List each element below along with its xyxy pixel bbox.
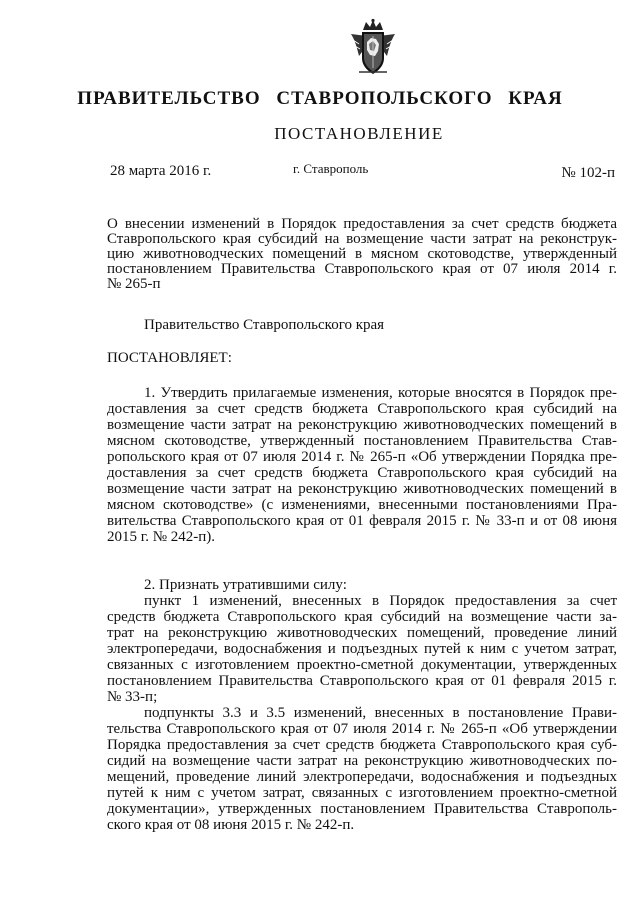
paragraph-line: электропередачи, водоснабжения и подъездных путей к ним с учетом затрат, <box>107 641 617 657</box>
document-date: 28 марта 2016 г. <box>110 163 212 179</box>
document-number: № 102-п <box>561 165 615 181</box>
preamble: Правительство Ставропольского края <box>144 317 385 333</box>
paragraph-line: сидий на возмещение части затрат на реконструкцию животноводческих по- <box>107 753 617 769</box>
paragraph-line: мясном скотоводстве» (с изменениями, внесенными постановлениями Пра- <box>107 497 617 513</box>
subject-line: постановлением Правительства Ставропольского края от 07 июля 2014 г. <box>107 261 617 277</box>
paragraph-line: возмещение части затрат на реконструкцию животноводческих помещений в <box>107 481 617 497</box>
subject-line: № 265-п <box>107 276 161 292</box>
subject-line: цию животноводческих помещений в мясном скотоводстве, утвержденный <box>107 246 617 262</box>
paragraph-line: доставления за счет средств бюджета Ставропольского края субсидий на <box>107 401 617 417</box>
subject-line: Ставропольского края субсидий на возмещение части затрат на реконструк- <box>107 231 617 247</box>
paragraph-line: трат на реконструкцию животноводческих помещений, проведение линий <box>107 625 617 641</box>
paragraph-line: 2. Признать утратившими силу: <box>144 577 347 593</box>
paragraph-1 <box>107 385 617 545</box>
paragraph-line: связанных с изготовлением проектно-сметной документации, утвержденных <box>107 657 617 673</box>
document-type: ПОСТАНОВЛЕНИЕ <box>274 124 444 143</box>
subject-line: О внесении изменений в Порядок предоставления за счет средств бюджета <box>107 216 617 232</box>
paragraph-line: средств бюджета Ставропольского края субсидий на возмещение части за- <box>107 609 617 625</box>
paragraph-line: 1. Утвердить прилагаемые изменения, которые вносятся в Порядок пре- <box>144 385 617 401</box>
document-city: г. Ставрополь <box>293 161 369 176</box>
paragraph-line: Порядка предоставления за счет средств бюджета Ставропольского края суб- <box>107 737 617 753</box>
paragraph-line: путей к ним с учетом затрат, связанных с изготовлением проектно-сметной <box>107 785 617 801</box>
government-title: ПРАВИТЕЛЬСТВО СТАВРОПОЛЬСКОГО КРАЯ <box>77 88 563 109</box>
paragraph-line: документации», утвержденных постановлением Правительства Ставрополь- <box>107 801 617 817</box>
coat-of-arms-icon <box>349 18 397 78</box>
paragraph-line: тельства Ставропольского края от 07 июля 2014 г. № 265-п «Об утверждении <box>107 721 617 737</box>
paragraph-line: вительства Ставропольского края от 01 февраля 2015 г. № 33-п и от 08 июня <box>107 513 617 529</box>
paragraph-line: мещений, проведение линий электропередачи, водоснабжения и подъездных <box>107 769 617 785</box>
paragraph-line: подпункты 3.3 и 3.5 изменений, внесенных в постановление Прави- <box>144 705 617 721</box>
paragraph-line: постановлением Правительства Ставропольского края от 01 февраля 2015 г. <box>107 673 617 689</box>
paragraph-line: возмещение части затрат на реконструкцию животноводческих помещений в <box>107 417 617 433</box>
paragraph-2 <box>107 577 617 833</box>
paragraph-line: пункт 1 изменений, внесенных в Порядок предоставления за счет <box>144 593 617 609</box>
paragraph-line: ропольского края от 07 июля 2014 г. № 265-п «Об утверждении Порядка пре- <box>107 449 617 465</box>
decree-word: ПОСТАНОВЛЯЕТ: <box>107 350 232 366</box>
paragraph-line: ского края от 08 июня 2015 г. № 242-п. <box>107 817 355 833</box>
paragraph-line: мясном скотоводстве, утвержденный постановлением Правительства Став- <box>107 433 617 449</box>
document-subject <box>107 217 617 292</box>
paragraph-line: доставления за счет средств бюджета Ставропольского края субсидий на <box>107 465 617 481</box>
paragraph-line: 2015 г. № 242-п). <box>107 529 216 545</box>
paragraph-line: № 33-п; <box>107 689 158 705</box>
